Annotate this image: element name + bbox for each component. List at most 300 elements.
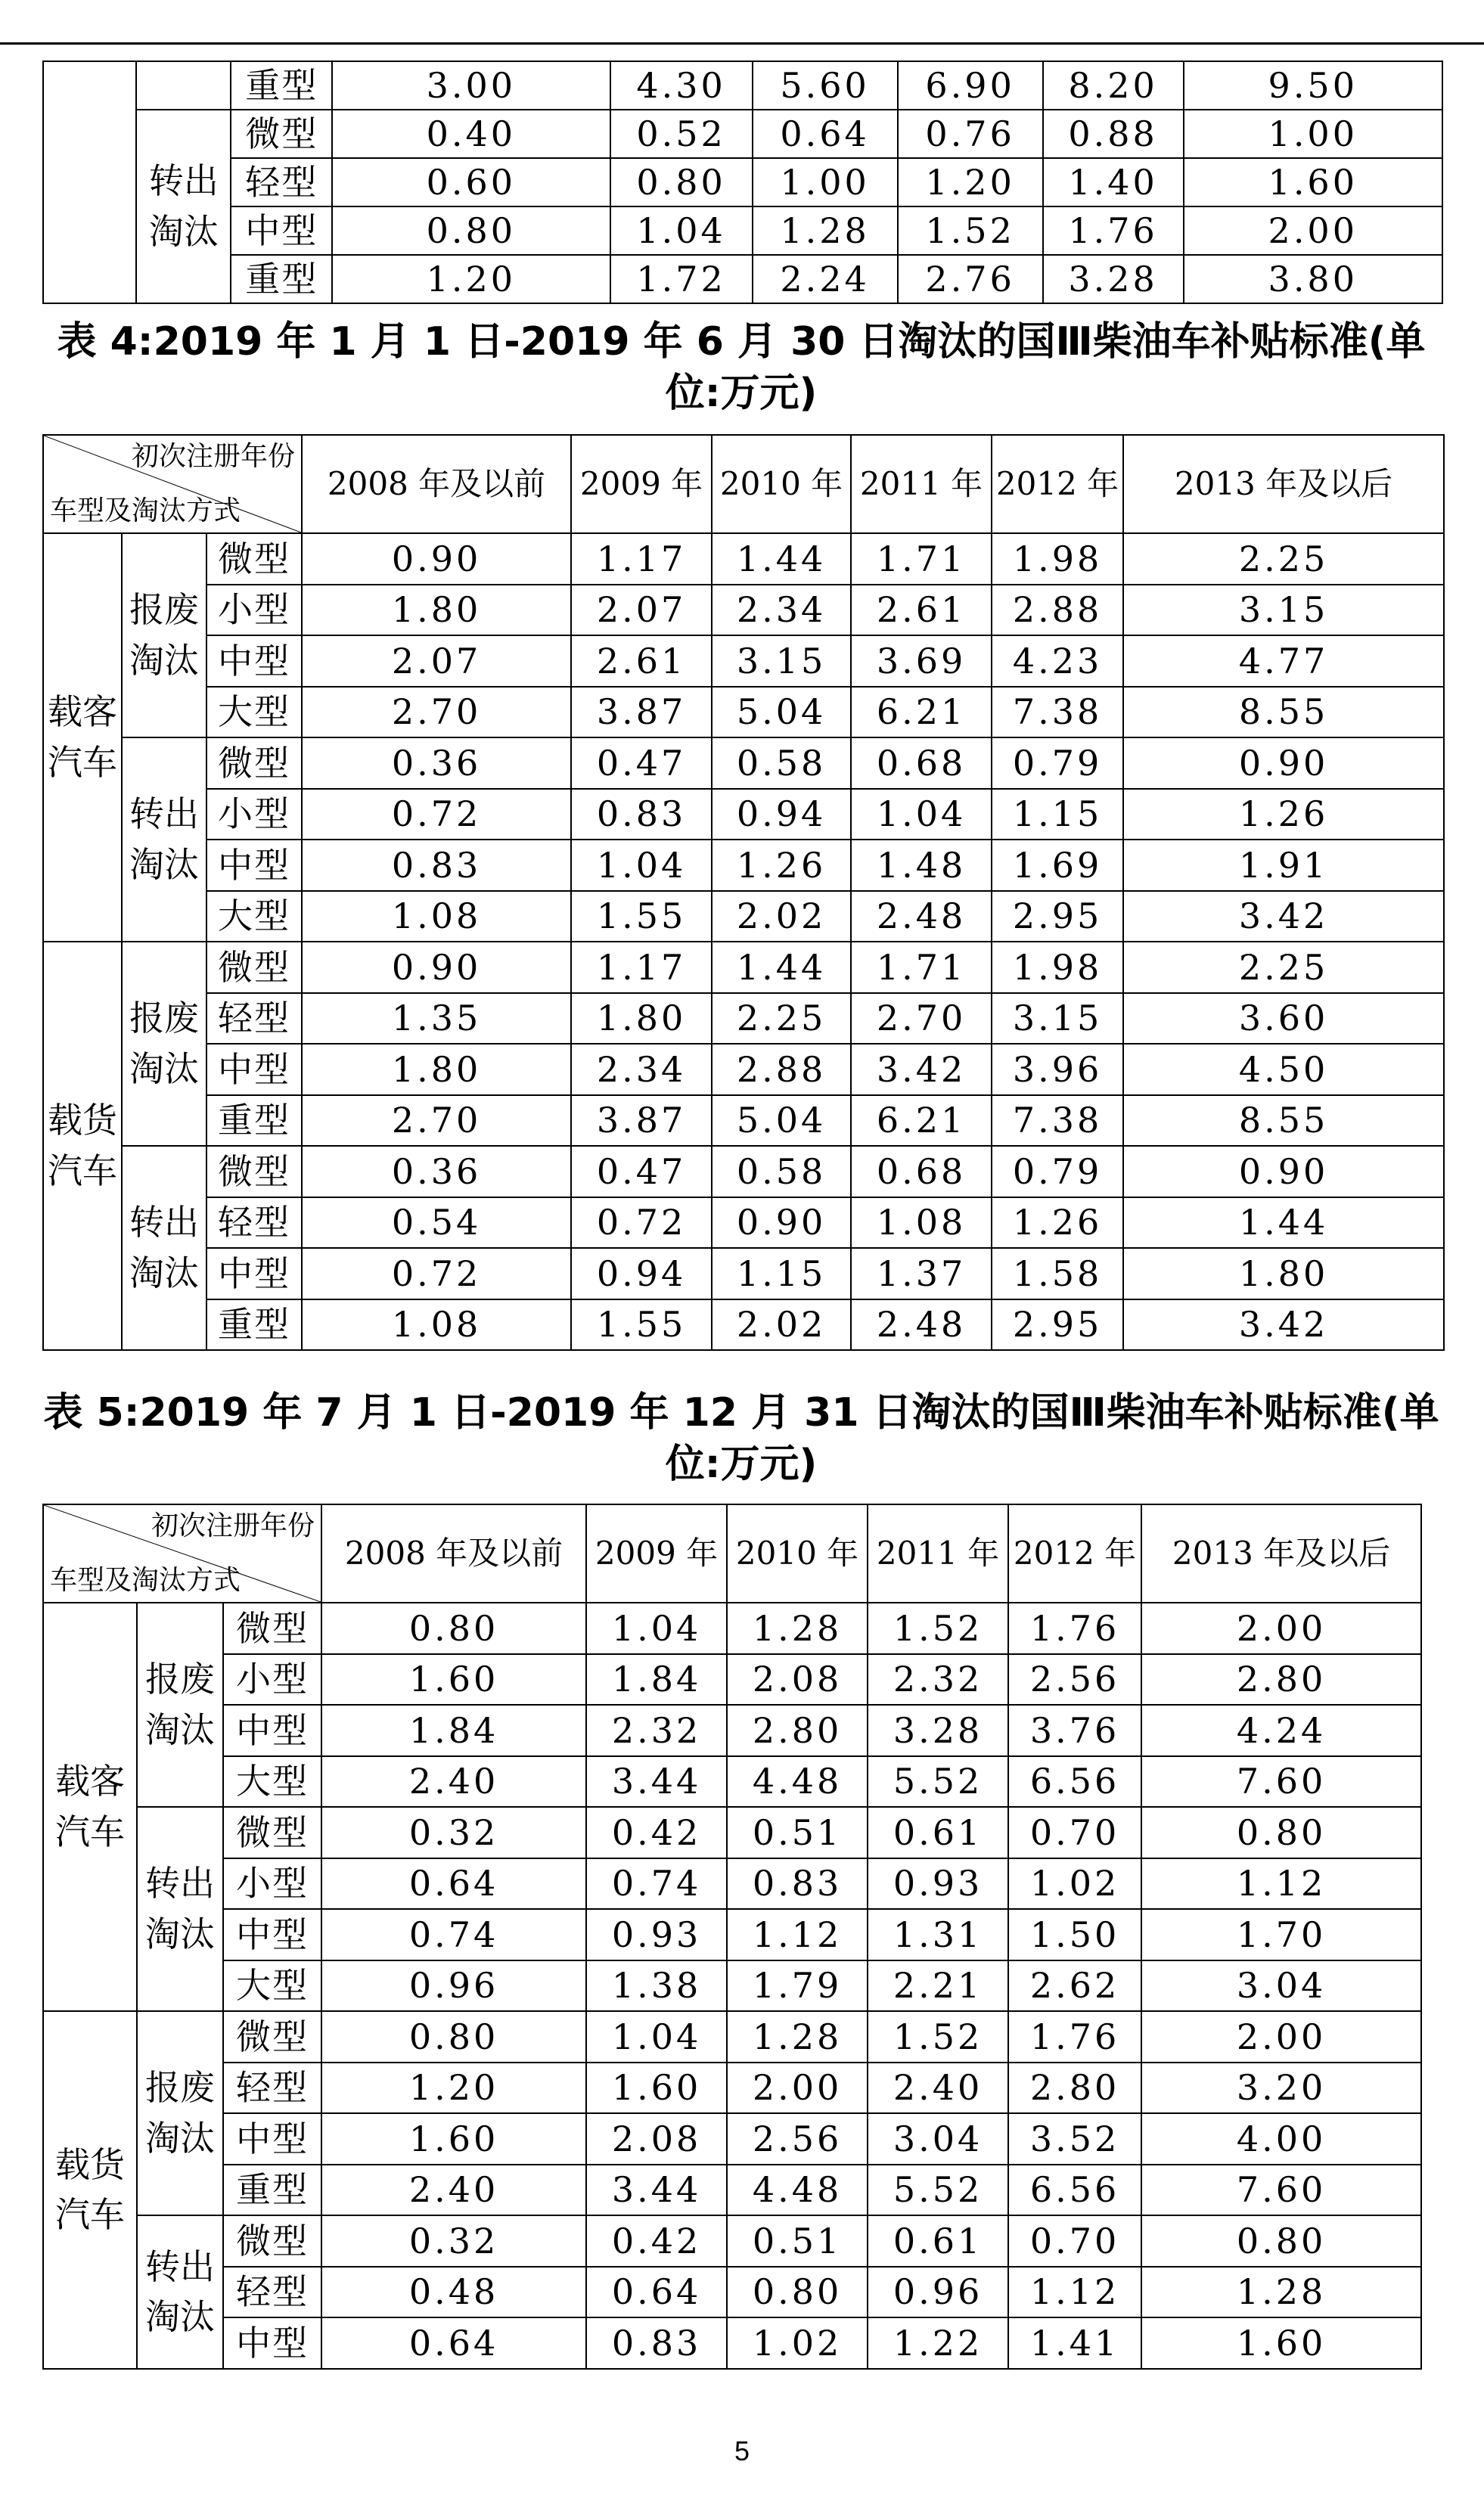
table-4-header-row [43, 435, 1444, 533]
value-cell: 2.48 [851, 891, 992, 942]
value-cell: 1.71 [851, 942, 992, 993]
value-cell: 2.07 [302, 635, 571, 687]
table-row [43, 942, 1444, 993]
value-cell: 1.71 [851, 533, 992, 585]
value-cell: 0.83 [571, 789, 712, 840]
value-cell: 0.54 [302, 1197, 571, 1249]
value-cell: 4.00 [1141, 2113, 1421, 2165]
table-row [43, 1095, 1444, 1147]
value-cell: 1.76 [1008, 2011, 1141, 2063]
value-cell: 1.17 [571, 533, 712, 585]
vehicle-type-cell: 大型 [206, 891, 302, 942]
value-cell: 2.80 [1008, 2063, 1141, 2114]
vehicle-type-cell: 重型 [206, 1299, 302, 1351]
table-row [43, 1146, 1444, 1197]
value-cell: 1.02 [1008, 1858, 1141, 1910]
corner-label-type: 车型及淘汰方式 [50, 495, 241, 526]
value-cell: 0.52 [610, 110, 753, 158]
value-cell: 0.47 [571, 1146, 712, 1197]
table-row [43, 1858, 1421, 1910]
value-cell: 2.88 [712, 1044, 851, 1095]
vehicle-type-cell: 微型 [206, 737, 302, 789]
value-cell: 1.79 [727, 1960, 868, 2012]
value-cell: 0.76 [898, 110, 1043, 158]
value-cell: 1.08 [851, 1197, 992, 1249]
value-cell: 1.20 [321, 2063, 586, 2114]
value-cell: 3.42 [851, 1044, 992, 1095]
value-cell: 3.15 [992, 993, 1123, 1045]
header-year-cell: 2012 年 [992, 435, 1123, 533]
table-row [43, 206, 1442, 255]
value-cell: 1.70 [1141, 1909, 1421, 1960]
value-cell: 6.90 [898, 61, 1043, 110]
value-cell: 2.24 [753, 255, 898, 303]
value-cell: 1.48 [851, 840, 992, 891]
table-4 [42, 434, 1445, 1351]
vehicle-type-cell: 微型 [206, 533, 302, 585]
header-year-cell: 2011 年 [851, 435, 992, 533]
value-cell: 1.31 [868, 1909, 1008, 1960]
method-cell: 转出淘汰 [137, 1807, 223, 2011]
value-cell: 5.52 [868, 1756, 1008, 1808]
value-cell: 2.61 [571, 635, 712, 687]
table-row [43, 585, 1444, 636]
header-year-cell: 2009 年 [586, 1504, 727, 1603]
value-cell: 2.32 [868, 1654, 1008, 1706]
value-cell: 0.74 [321, 1909, 586, 1960]
category-cell: 载客汽车 [43, 1603, 137, 2011]
value-cell: 4.48 [727, 2165, 868, 2216]
value-cell: 1.12 [727, 1909, 868, 1960]
value-cell: 1.04 [586, 1603, 727, 1654]
value-cell: 0.32 [321, 2215, 586, 2267]
method-cell: 转出淘汰 [122, 737, 206, 942]
value-cell: 2.08 [727, 1654, 868, 1706]
value-cell: 2.02 [712, 1299, 851, 1351]
value-cell: 1.84 [321, 1705, 586, 1756]
value-cell: 0.80 [727, 2267, 868, 2318]
vehicle-type-cell: 小型 [206, 585, 302, 636]
value-cell: 0.61 [868, 1807, 1008, 1858]
value-cell: 0.64 [321, 2317, 586, 2369]
value-cell: 0.42 [586, 2215, 727, 2267]
value-cell: 0.80 [610, 158, 753, 206]
table-row [43, 1603, 1421, 1654]
value-cell: 0.90 [712, 1197, 851, 1249]
table-4-corner-cell [43, 435, 302, 533]
value-cell: 3.20 [1141, 2063, 1421, 2114]
vehicle-type-cell: 微型 [223, 2215, 321, 2267]
value-cell: 3.44 [586, 2165, 727, 2216]
value-cell: 1.72 [610, 255, 753, 303]
value-cell: 1.44 [1123, 1197, 1444, 1249]
value-cell: 0.60 [332, 158, 610, 206]
value-cell: 0.64 [586, 2267, 727, 2318]
value-cell: 0.47 [571, 737, 712, 789]
value-cell: 1.55 [571, 891, 712, 942]
value-cell: 4.50 [1123, 1044, 1444, 1095]
value-cell: 2.25 [712, 993, 851, 1045]
method-cell: 转出淘汰 [122, 1146, 206, 1350]
value-cell: 1.80 [571, 993, 712, 1045]
value-cell: 0.90 [302, 942, 571, 993]
vehicle-type-cell: 重型 [223, 2165, 321, 2216]
vehicle-type-cell: 小型 [206, 789, 302, 840]
value-cell: 3.15 [712, 635, 851, 687]
table-row [43, 255, 1442, 303]
header-year-cell: 2010 年 [712, 435, 851, 533]
vehicle-type-cell: 中型 [223, 2113, 321, 2165]
value-cell: 0.96 [321, 1960, 586, 2012]
value-cell: 0.80 [1141, 1807, 1421, 1858]
method-cell: 转出淘汰 [137, 2215, 223, 2369]
value-cell: 0.80 [321, 2011, 586, 2063]
vehicle-type-cell: 大型 [223, 1756, 321, 1808]
value-cell: 1.04 [586, 2011, 727, 2063]
value-cell: 1.44 [712, 942, 851, 993]
value-cell: 2.08 [586, 2113, 727, 2165]
value-cell: 7.60 [1141, 1756, 1421, 1808]
vehicle-type-cell: 小型 [223, 1858, 321, 1910]
table-4-title: 表 4:2019 年 1 月 1 日-2019 年 6 月 30 日淘汰的国Ⅲ柴油车补贴标准(单位:万元) [57, 319, 1426, 416]
value-cell: 5.04 [712, 687, 851, 738]
value-cell: 2.48 [851, 1299, 992, 1351]
value-cell: 2.00 [1184, 206, 1442, 255]
value-cell: 3.28 [1043, 255, 1184, 303]
value-cell: 5.60 [753, 61, 898, 110]
value-cell: 0.72 [571, 1197, 712, 1249]
value-cell: 3.28 [868, 1705, 1008, 1756]
value-cell: 1.38 [586, 1960, 727, 2012]
vehicle-type-cell: 中型 [206, 635, 302, 687]
vehicle-type-cell: 微型 [231, 110, 332, 158]
value-cell: 0.36 [302, 1146, 571, 1197]
value-cell: 0.93 [586, 1909, 727, 1960]
vehicle-type-cell: 大型 [223, 1960, 321, 2012]
value-cell: 1.91 [1123, 840, 1444, 891]
table-row [43, 1909, 1421, 1960]
header-year-cell: 2012 年 [1008, 1504, 1141, 1603]
value-cell: 1.80 [302, 1044, 571, 1095]
value-cell: 0.36 [302, 737, 571, 789]
vehicle-type-cell: 中型 [223, 1909, 321, 1960]
table-row [43, 1197, 1444, 1249]
category-cell [43, 61, 136, 303]
value-cell: 0.94 [712, 789, 851, 840]
value-cell: 1.15 [712, 1248, 851, 1299]
table-row [43, 1044, 1444, 1095]
value-cell: 1.26 [992, 1197, 1123, 1249]
vehicle-type-cell: 重型 [206, 1095, 302, 1147]
vehicle-type-cell: 轻型 [206, 993, 302, 1045]
value-cell: 2.40 [321, 2165, 586, 2216]
table-row [43, 2011, 1421, 2063]
value-cell: 2.21 [868, 1960, 1008, 2012]
value-cell: 0.64 [753, 110, 898, 158]
value-cell: 1.41 [1008, 2317, 1141, 2369]
vehicle-type-cell: 中型 [223, 1705, 321, 1756]
value-cell: 1.60 [1184, 158, 1442, 206]
value-cell: 5.52 [868, 2165, 1008, 2216]
value-cell: 1.17 [571, 942, 712, 993]
value-cell: 1.52 [868, 2011, 1008, 2063]
value-cell: 0.42 [586, 1807, 727, 1858]
value-cell: 2.00 [1141, 2011, 1421, 2063]
header-year-cell: 2009 年 [571, 435, 712, 533]
value-cell: 0.80 [321, 1603, 586, 1654]
value-cell: 0.70 [1008, 2215, 1141, 2267]
value-cell: 6.21 [851, 687, 992, 738]
value-cell: 1.00 [1184, 110, 1442, 158]
value-cell: 3.87 [571, 1095, 712, 1147]
method-cell: 报废淘汰 [137, 2011, 223, 2215]
value-cell: 8.20 [1043, 61, 1184, 110]
vehicle-type-cell: 小型 [223, 1654, 321, 1706]
table-row [43, 1756, 1421, 1808]
value-cell: 2.25 [1123, 533, 1444, 585]
value-cell: 1.52 [868, 1603, 1008, 1654]
method-cell: 转出淘汰 [136, 110, 231, 303]
table-row [43, 2063, 1421, 2114]
table-row [43, 110, 1442, 158]
table-row [43, 2113, 1421, 2165]
value-cell: 1.60 [1141, 2317, 1421, 2369]
value-cell: 2.95 [992, 1299, 1123, 1351]
value-cell: 1.35 [302, 993, 571, 1045]
vehicle-type-cell: 轻型 [223, 2063, 321, 2114]
table-row [43, 2165, 1421, 2216]
corner-label-type: 车型及淘汰方式 [50, 1565, 241, 1596]
vehicle-type-cell: 轻型 [231, 158, 332, 206]
value-cell: 1.44 [712, 533, 851, 585]
table-row [43, 533, 1444, 585]
value-cell: 8.55 [1123, 687, 1444, 738]
header-year-cell: 2013 年及以后 [1141, 1504, 1421, 1603]
value-cell: 0.70 [1008, 1807, 1141, 1858]
value-cell: 1.58 [992, 1248, 1123, 1299]
value-cell: 3.87 [571, 687, 712, 738]
value-cell: 7.60 [1141, 2165, 1421, 2216]
value-cell: 1.98 [992, 533, 1123, 585]
value-cell: 6.56 [1008, 2165, 1141, 2216]
value-cell: 1.20 [332, 255, 610, 303]
table-row [43, 891, 1444, 942]
value-cell: 1.08 [302, 891, 571, 942]
value-cell: 0.94 [571, 1248, 712, 1299]
table-row [43, 1248, 1444, 1299]
table-5-title: 表 5:2019 年 7 月 1 日-2019 年 12 月 31 日淘汰的国Ⅲ柴油车补贴标准(单位:万元) [43, 1390, 1439, 1487]
value-cell: 4.24 [1141, 1705, 1421, 1756]
table-row [43, 789, 1444, 840]
value-cell: 1.26 [712, 840, 851, 891]
value-cell: 1.26 [1123, 789, 1444, 840]
table-row [43, 1299, 1444, 1351]
value-cell: 1.50 [1008, 1909, 1141, 1960]
value-cell: 3.44 [586, 1756, 727, 1808]
value-cell: 3.04 [868, 2113, 1008, 2165]
value-cell: 0.58 [712, 1146, 851, 1197]
value-cell: 0.58 [712, 737, 851, 789]
table-row [43, 2317, 1421, 2369]
value-cell: 0.90 [1123, 737, 1444, 789]
table-row [43, 1705, 1421, 1756]
value-cell: 0.83 [727, 1858, 868, 1910]
value-cell: 1.04 [851, 789, 992, 840]
vehicle-type-cell: 微型 [206, 942, 302, 993]
vehicle-type-cell: 中型 [231, 206, 332, 255]
value-cell: 0.83 [586, 2317, 727, 2369]
value-cell: 2.00 [727, 2063, 868, 2114]
value-cell: 0.90 [302, 533, 571, 585]
table-5-header-row [43, 1504, 1421, 1603]
value-cell: 2.34 [712, 585, 851, 636]
value-cell: 9.50 [1184, 61, 1442, 110]
value-cell: 1.28 [727, 1603, 868, 1654]
vehicle-type-cell: 微型 [223, 1807, 321, 1858]
value-cell: 1.80 [1123, 1248, 1444, 1299]
value-cell: 0.80 [332, 206, 610, 255]
page-number: 5 [734, 2435, 750, 2466]
header-year-cell: 2008 年及以前 [302, 435, 571, 533]
value-cell: 5.04 [712, 1095, 851, 1147]
header-year-cell: 2011 年 [868, 1504, 1008, 1603]
value-cell: 2.00 [1141, 1603, 1421, 1654]
value-cell: 3.76 [1008, 1705, 1141, 1756]
value-cell: 4.77 [1123, 635, 1444, 687]
table-5-corner-cell [43, 1504, 321, 1603]
table-row [43, 2215, 1421, 2267]
value-cell: 2.40 [868, 2063, 1008, 2114]
table-row [43, 1960, 1421, 2012]
table-row [43, 635, 1444, 687]
value-cell: 3.80 [1184, 255, 1442, 303]
value-cell: 2.25 [1123, 942, 1444, 993]
value-cell: 2.88 [992, 585, 1123, 636]
value-cell: 1.04 [571, 840, 712, 891]
value-cell: 2.56 [727, 2113, 868, 2165]
table-row [43, 158, 1442, 206]
value-cell: 2.62 [1008, 1960, 1141, 2012]
method-cell [136, 61, 231, 110]
value-cell: 1.20 [898, 158, 1043, 206]
value-cell: 3.60 [1123, 993, 1444, 1045]
value-cell: 1.98 [992, 942, 1123, 993]
value-cell: 2.80 [1141, 1654, 1421, 1706]
value-cell: 0.96 [868, 2267, 1008, 2318]
table-row [43, 840, 1444, 891]
value-cell: 4.30 [610, 61, 753, 110]
method-cell: 报废淘汰 [122, 942, 206, 1146]
header-year-cell: 2010 年 [727, 1504, 868, 1603]
value-cell: 2.40 [321, 1756, 586, 1808]
vehicle-type-cell: 重型 [231, 255, 332, 303]
vehicle-type-cell: 中型 [206, 1044, 302, 1095]
value-cell: 2.34 [571, 1044, 712, 1095]
value-cell: 2.70 [302, 1095, 571, 1147]
value-cell: 0.32 [321, 1807, 586, 1858]
method-cell: 报废淘汰 [122, 533, 206, 737]
vehicle-type-cell: 中型 [206, 1248, 302, 1299]
value-cell: 3.69 [851, 635, 992, 687]
value-cell: 2.80 [727, 1705, 868, 1756]
table-row [43, 993, 1444, 1045]
value-cell: 1.84 [586, 1654, 727, 1706]
value-cell: 6.21 [851, 1095, 992, 1147]
vehicle-type-cell: 中型 [223, 2317, 321, 2369]
value-cell: 1.60 [586, 2063, 727, 2114]
value-cell: 1.60 [321, 2113, 586, 2165]
value-cell: 1.28 [727, 2011, 868, 2063]
value-cell: 1.02 [727, 2317, 868, 2369]
value-cell: 2.95 [992, 891, 1123, 942]
table-5 [42, 1504, 1422, 2370]
value-cell: 1.08 [302, 1299, 571, 1351]
value-cell: 7.38 [992, 1095, 1123, 1147]
vehicle-type-cell: 微型 [223, 2011, 321, 2063]
value-cell: 0.68 [851, 737, 992, 789]
corner-label-year: 初次注册年份 [151, 1510, 315, 1541]
category-cell: 载货汽车 [43, 942, 122, 1350]
value-cell: 0.74 [586, 1858, 727, 1910]
value-cell: 2.02 [712, 891, 851, 942]
vehicle-type-cell: 微型 [206, 1146, 302, 1197]
value-cell: 2.70 [851, 993, 992, 1045]
value-cell: 0.80 [1141, 2215, 1421, 2267]
value-cell: 8.55 [1123, 1095, 1444, 1147]
table-row [43, 61, 1442, 110]
value-cell: 2.70 [302, 687, 571, 738]
table-row [43, 737, 1444, 789]
value-cell: 0.83 [302, 840, 571, 891]
vehicle-type-cell: 重型 [231, 61, 332, 110]
value-cell: 1.76 [1043, 206, 1184, 255]
table-3-continuation [42, 61, 1443, 304]
value-cell: 0.72 [302, 789, 571, 840]
value-cell: 3.52 [1008, 2113, 1141, 2165]
category-cell: 载客汽车 [43, 533, 122, 942]
value-cell: 0.90 [1123, 1146, 1444, 1197]
value-cell: 1.28 [1141, 2267, 1421, 2318]
value-cell: 1.28 [753, 206, 898, 255]
vehicle-type-cell: 中型 [206, 840, 302, 891]
header-year-cell: 2008 年及以前 [321, 1504, 586, 1603]
value-cell: 2.76 [898, 255, 1043, 303]
value-cell: 2.32 [586, 1705, 727, 1756]
value-cell: 3.00 [332, 61, 610, 110]
vehicle-type-cell: 大型 [206, 687, 302, 738]
value-cell: 0.93 [868, 1858, 1008, 1910]
value-cell: 7.38 [992, 687, 1123, 738]
value-cell: 1.60 [321, 1654, 586, 1706]
value-cell: 1.76 [1008, 1603, 1141, 1654]
value-cell: 1.40 [1043, 158, 1184, 206]
value-cell: 4.48 [727, 1756, 868, 1808]
value-cell: 1.12 [1141, 1858, 1421, 1910]
value-cell: 2.61 [851, 585, 992, 636]
value-cell: 3.15 [1123, 585, 1444, 636]
value-cell: 1.37 [851, 1248, 992, 1299]
value-cell: 0.40 [332, 110, 610, 158]
value-cell: 1.04 [610, 206, 753, 255]
value-cell: 3.42 [1123, 1299, 1444, 1351]
value-cell: 3.42 [1123, 891, 1444, 942]
value-cell: 0.88 [1043, 110, 1184, 158]
vehicle-type-cell: 轻型 [206, 1197, 302, 1249]
value-cell: 0.51 [727, 1807, 868, 1858]
value-cell: 0.51 [727, 2215, 868, 2267]
value-cell: 1.00 [753, 158, 898, 206]
table-row [43, 2267, 1421, 2318]
